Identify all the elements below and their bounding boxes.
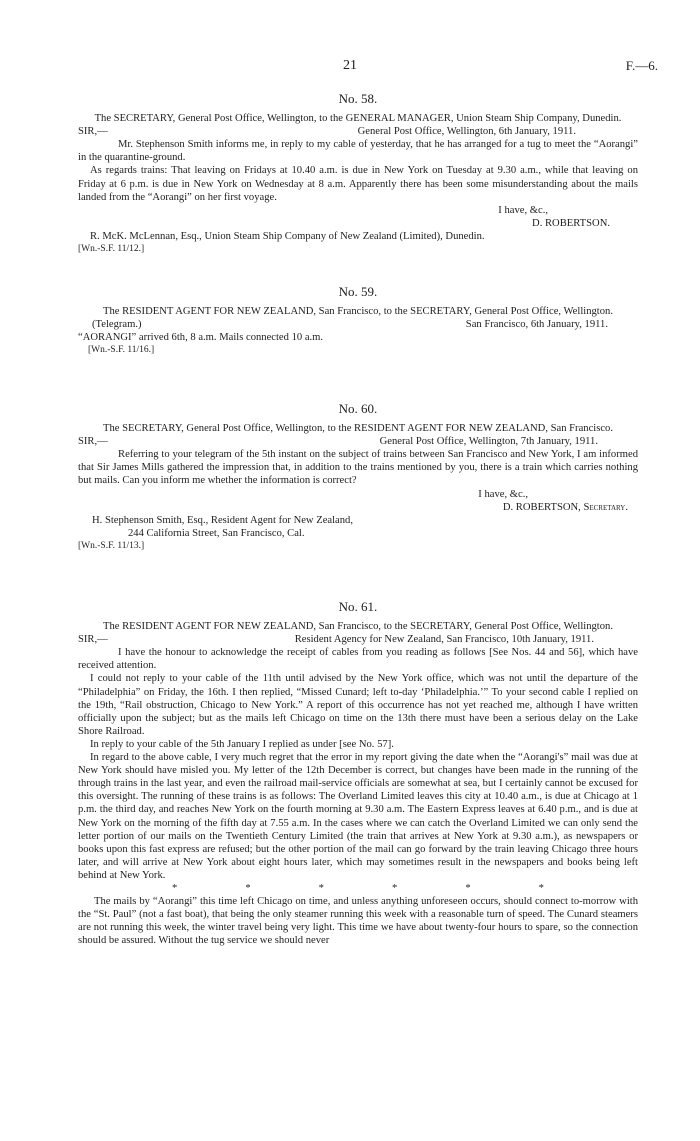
telegram-label: (Telegram.) [92, 319, 142, 331]
file-reference: [Wn.-S.F. 11/16.] [88, 345, 155, 356]
asterisk: * [172, 882, 178, 894]
salutation: SIR,— [78, 126, 108, 138]
paragraph: I could not reply to your cable of the 11th until advised by the New York office, which was not until the departure of the “Philadelphia” on Friday, the 16th. I then replied, “Missed Cunard; left to-day ‘Philadelphia.’” To your second cable I replied on the 19th, “Rail obstruction, Chicago to New York.” A report of this occurrence has not yet reached me, although I have written officially upon the subject; but as the mails left Chicago on time on the 13th there must have been a serious delay on the Lake Shore Railroad. [78, 673, 638, 737]
letter-58 [78, 92, 638, 256]
paragraph: As regards trains: That leaving on Fridays at 10.40 a.m. is due in New York on Tuesday at 9.30 a.m., while that leaving on Friday at 6 p.m. is due in New York on Wednesday at 8 a.m. Apparently there has been some misunderstanding about the mails landed from the “Aorangi” on her first voyage. [78, 165, 638, 203]
letter-60 [78, 402, 638, 553]
asterisk: * [245, 882, 251, 894]
paragraph: Mr. Stephenson Smith informs me, in reply to my cable of yesterday, that he has arranged for a tug to meet the “Aorangi” in the quarantine-ground. [78, 139, 638, 164]
paragraph: Referring to your telegram of the 5th instant on the subject of trains between San Francisco and New York, I am informed that Sir James Mills gathered the impression that, in addition to the trains mentioned by you, there is a train which carries nothing but mails. Can you inform me whether the information is correct? [78, 449, 638, 487]
closing: I have, &c., [478, 488, 528, 500]
letter-number: No. 60. [338, 401, 378, 416]
letter-number: No. 58. [338, 91, 378, 106]
asterisk: * [538, 882, 544, 894]
letter-heading: The RESIDENT AGENT FOR NEW ZEALAND, San Francisco, to the SECRETARY, General Post Office, Wellington. [103, 306, 613, 318]
salutation: SIR,— [78, 634, 108, 646]
letter-61 [78, 600, 638, 947]
signature: D. ROBERTSON, Secretary. [502, 501, 628, 513]
paragraph: I have the honour to acknowledge the receipt of cables from you reading as follows [See Nos. 44 and 56], which have received attention. [78, 647, 638, 672]
telegram-body: “AORANGI” arrived 6th, 8 a.m. Mails connected 10 a.m. [78, 332, 324, 344]
paragraph: In regard to the above cable, I very much regret that the error in my report giving the date when the “Aorangi's” mail was due at New York should have misled you. My letter of the 12th December is correct, but changes have been made in the running of the through trains in the last year, and even the railroad mail-service officials are somewhat at sea, but I certainly cannot be excused for this oversight. The running of these trains is as follows: The Overland Limited leaves this city at 10.40 a.m., is due at Chicago at 1 p.m. the third day, and reaches New York on the fourth morning at 9.30 a.m. The Eastern Express leaves at 6.40 p.m., and is due at New York on the morning of the fifth day at 7.55 a.m. In the cases where we can catch the Overland Limited we can only send the letter portion of our mails on the Twentieth Century Limited (the train that arrives at New York at 9.30 a.m.), as newspapers or books upon this fast express are refused; but the other portion of the mail can go forward by the train leaving Chicago three hours later, and will arrive at New York about eight hours later, which may sometimes result in the newspapers and books being left behind at New York. [78, 752, 638, 881]
addressee: R. McK. McLennan, Esq., Union Steam Ship Company of New Zealand (Limited), Dunedin. [90, 230, 485, 242]
letter-number: No. 59. [338, 284, 378, 299]
section-break [78, 882, 638, 895]
salutation: SIR,— [78, 436, 108, 448]
letter-heading: The SECRETARY, General Post Office, Wellington, to the RESIDENT AGENT FOR NEW ZEALAND, San Francisco. [103, 423, 613, 435]
letter-number: No. 61. [338, 599, 378, 614]
paragraph: The mails by “Aorangi” this time left Chicago on time, and unless anything unforeseen occurs, should connect to-morrow with the “St. Paul” (not a fast boat), that being the only steamer running this week with a reasonable turn of speed. The Cunard steamers are not running this week, the winter travel being very light. This time we have about twenty-four hours to spare, so the connection should be assured. Without the tug service we should never [78, 896, 638, 947]
signature: D. ROBERTSON. [532, 217, 610, 229]
page-number: 21 [343, 58, 357, 73]
address: 244 California Street, San Francisco, Cal. [128, 527, 305, 539]
asterisk: * [465, 882, 471, 894]
dateline: Resident Agency for New Zealand, San Francisco, 10th January, 1911. [294, 634, 594, 646]
asterisk: * [318, 882, 324, 894]
file-reference: [Wn.-S.F. 11/13.] [78, 540, 145, 551]
page-reference: F.—6. [625, 58, 658, 73]
dateline: General Post Office, Wellington, 7th January, 1911. [379, 436, 598, 448]
letter-heading: The SECRETARY, General Post Office, Wellington, to the GENERAL MANAGER, Union Steam Ship Company, Dunedin. [94, 113, 622, 125]
closing: I have, &c., [498, 204, 548, 216]
letter-59 [78, 285, 638, 357]
addressee: H. Stephenson Smith, Esq., Resident Agent for New Zealand, [92, 514, 353, 526]
file-reference: [Wn.-S.F. 11/12.] [78, 244, 145, 255]
letter-heading: The RESIDENT AGENT FOR NEW ZEALAND, San Francisco, to the SECRETARY, General Post Office, Wellington. [103, 621, 613, 633]
asterisk: * [392, 882, 398, 894]
paragraph: In reply to your cable of the 5th January I replied as under [see No. 57]. [90, 738, 394, 750]
dateline: San Francisco, 6th January, 1911. [465, 319, 608, 331]
dateline: General Post Office, Wellington, 6th January, 1911. [357, 126, 576, 138]
